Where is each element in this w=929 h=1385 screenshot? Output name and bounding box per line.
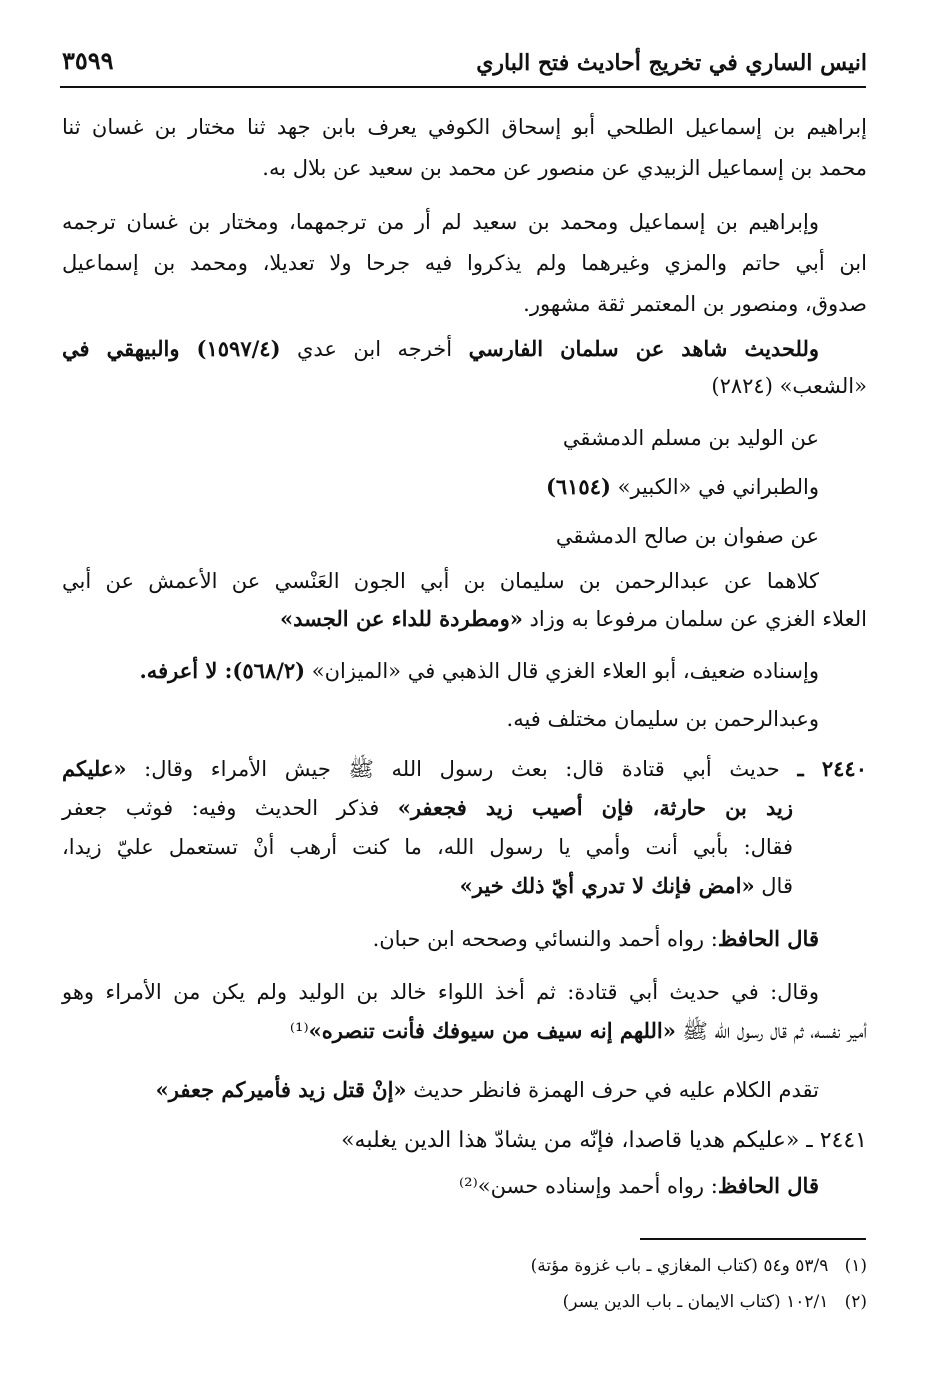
text-line: إبراهيم بن إسماعيل الطلحي أبو إسحاق الكوفي يعرف بابن جهد ثنا مختار بن غسان ثنا	[62, 115, 867, 139]
running-title: انيس الساري في تخريج أحاديث فتح الباري	[476, 50, 867, 76]
hadith-2440: ٢٤٤٠ ـ حديث أبي قتادة قال: بعث رسول الله ﷺ جيش الأمراء وقال: «عليكم	[62, 756, 867, 781]
footnote: (٢) ١٠٢/١ (كتاب الايمان ـ باب الدين يسر)	[562, 1292, 867, 1312]
text-line: عن صفوان بن صالح الدمشقي	[555, 524, 819, 548]
text-line: والطبراني في «الكبير» (٦١٥٤)	[545, 474, 819, 499]
text-line: محمد بن إسماعيل الزبيدي عن منصور عن محمد بن سعيد عن بلال به.	[262, 156, 867, 180]
text-line: وإسناده ضعيف، أبو العلاء الغزي قال الذهبي في «الميزان» (٥٦٨/٢): لا أعرفه.	[139, 658, 819, 683]
text-line: «الشعب» (٢٨٢٤)	[711, 374, 867, 398]
footnote: (١) ٥٣/٩ و٥٤ (كتاب المغازي ـ باب غزوة مؤتة)	[530, 1256, 867, 1276]
text-line: العلاء الغزي عن سلمان مرفوعا به وزاد «ومطردة للداء عن الجسد»	[279, 606, 867, 631]
text-line: قال «امض فإنك لا تدري أيّ ذلك خير»	[459, 873, 793, 898]
text-line: عن الوليد بن مسلم الدمشقي	[562, 426, 819, 450]
footnote-ref: ⁽¹⁾	[289, 1019, 309, 1043]
page-number: ٣٥٩٩	[62, 46, 114, 75]
hadith-2441: ٢٤٤١ ـ «عليكم هديا قاصدا، فإنّه من يشادّ هذا الدين يغلبه»	[341, 1128, 867, 1153]
text-line: وإبراهيم بن إسماعيل ومحمد بن سعيد لم أر من ترجمهما، ومختار بن غسان ترجمه	[62, 210, 819, 234]
text-line: قال الحافظ: رواه أحمد وإسناده حسن»⁽²⁾	[458, 1173, 819, 1198]
text-line: كلاهما عن عبدالرحمن بن سليمان بن أبي الجون العَنْسي عن الأعمش عن أبي	[62, 569, 819, 593]
text-line: وعبدالرحمن بن سليمان مختلف فيه.	[506, 707, 819, 731]
header-rule	[60, 86, 866, 88]
text-line: قال الحافظ: رواه أحمد والنسائي وصححه ابن حبان.	[372, 926, 819, 951]
text-line: أمير نفسه، ثم قال رسول الله ﷺ «اللهم إنه سيف من سيوفك فأنت تنصره»⁽¹⁾	[289, 1018, 867, 1043]
text-line: زيد بن حارثة، فإن أصيب زيد فجعفر» فذكر الحديث وفيه: فوثب جعفر	[62, 795, 793, 820]
text-line: وقال: في حديث أبي قتادة: ثم أخذ اللواء خالد بن الوليد ولم يكن من الأمراء وهو	[62, 980, 819, 1004]
footnote-rule	[640, 1238, 866, 1240]
bold-phrase: وللحديث شاهد عن سلمان الفارسي	[468, 336, 820, 361]
footnote-ref: ⁽²⁾	[458, 1174, 478, 1198]
text-line: تقدم الكلام عليه في حرف الهمزة فانظر حديث «إنْ قتل زيد فأميركم جعفر»	[155, 1077, 819, 1102]
text-line: وللحديث شاهد عن سلمان الفارسي أخرجه ابن عدي (١٥٩٧/٤) والبيهقي في	[62, 336, 820, 361]
text-line: صدوق، ومنصور بن المعتمر ثقة مشهور.	[523, 292, 867, 316]
text-line: فقال: بأبي أنت وأمي يا رسول الله، ما كنت أرهب أنْ تستعمل عليّ زيدا،	[62, 835, 793, 859]
hadith-number: ٢٤٤٠ ـ	[797, 756, 867, 781]
text-line: ابن أبي حاتم والمزي وغيرهما ولم يذكروا فيه جرحا ولا تعديلا، ومحمد بن إسماعيل	[62, 251, 867, 275]
